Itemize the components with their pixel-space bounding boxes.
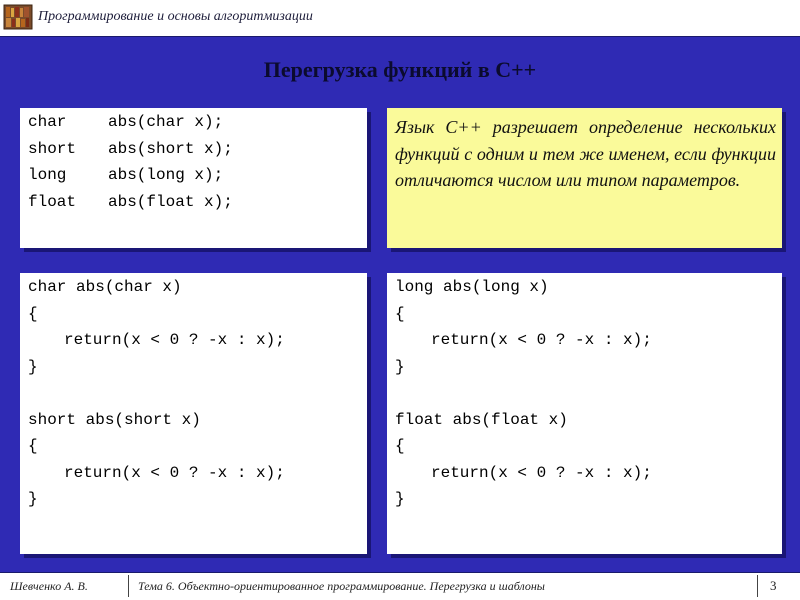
code-line	[395, 384, 774, 411]
declaration-row	[28, 193, 359, 220]
header	[0, 0, 800, 37]
code-line: {	[395, 304, 405, 323]
code-line: }	[28, 490, 38, 508]
footer-topic: Тема 6. Объектно-ориентированное программирование. Перегрузка и шаблоны	[138, 579, 545, 593]
note-text: Язык С++ разрешает определение нескольких функций с одним и тем же именем, если функции отличаются числом или типом параметров.	[395, 117, 776, 190]
code-line: float abs(float x)	[395, 410, 568, 429]
code-line: return(x < 0 ? -x : x);	[64, 331, 285, 349]
code-line: }	[395, 357, 405, 376]
code-line: return(x < 0 ? -x : x);	[431, 463, 652, 482]
code-line: short abs(short x)	[28, 410, 201, 429]
code-line: char abs(char x)	[28, 278, 182, 296]
footer-divider	[128, 575, 129, 597]
code-line: return(x < 0 ? -x : x);	[64, 463, 285, 482]
page-number: 3	[770, 578, 777, 593]
declaration-type: long	[28, 166, 67, 184]
slide-title: Перегрузка функций в С++	[263, 57, 537, 82]
code-line: return(x < 0 ? -x : x);	[431, 331, 652, 349]
declaration-signature: abs(char x);	[108, 113, 224, 131]
declarations-panel	[20, 108, 367, 248]
declaration-type: float	[28, 192, 77, 211]
code-line: }	[395, 490, 405, 508]
footer	[0, 572, 800, 600]
code-panel-right	[387, 273, 782, 554]
note-panel	[387, 108, 782, 248]
code-line	[28, 384, 359, 411]
books-icon	[3, 3, 33, 31]
code-line: {	[28, 304, 38, 323]
footer-author: Шевченко А. В.	[10, 579, 88, 593]
declaration-signature: abs(short x);	[108, 139, 233, 158]
declaration-type: short	[28, 139, 77, 158]
header-title: Программирование и основы алгоритмизации	[38, 9, 313, 24]
declaration-signature: abs(long x);	[108, 166, 224, 184]
code-panel-left	[20, 273, 367, 554]
footer-divider	[757, 575, 758, 597]
declaration-row	[28, 113, 359, 140]
code-line: {	[28, 437, 38, 455]
declaration-row	[28, 166, 359, 193]
code-line: {	[395, 437, 405, 455]
slide	[0, 37, 800, 572]
declaration-signature: abs(float x);	[108, 192, 233, 211]
declaration-row	[28, 140, 359, 167]
code-line: long abs(long x)	[395, 278, 549, 296]
code-line: }	[28, 357, 38, 376]
declaration-type: char	[28, 113, 67, 131]
